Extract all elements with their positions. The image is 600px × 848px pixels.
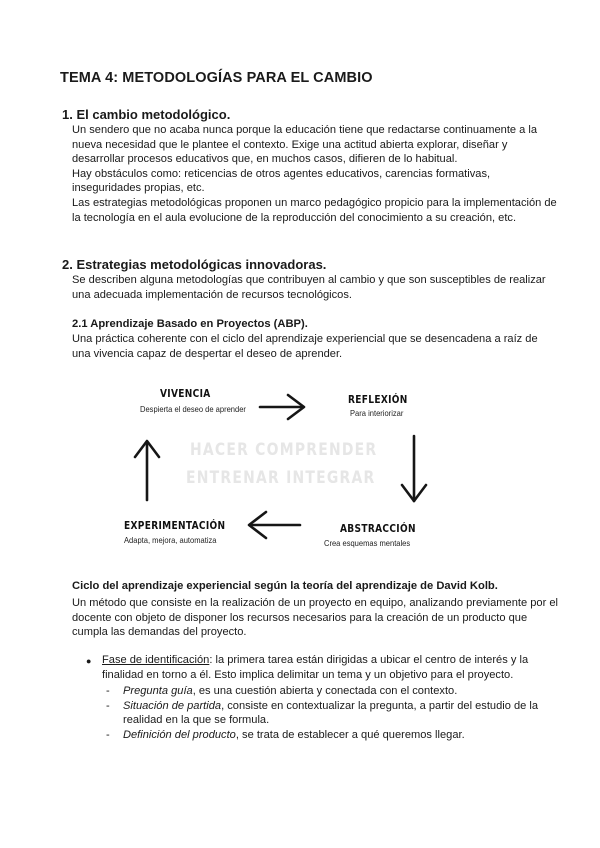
- paragraph-line: cumpla las demandas del proyecto.: [72, 626, 247, 639]
- paragraph-line: inseguridades propias, etc.: [72, 182, 205, 195]
- arrow-left-icon: [249, 512, 300, 538]
- sub-item-term: Definición del producto: [123, 728, 236, 741]
- arrow-down-icon: [402, 436, 426, 501]
- stage-vivencia-subtitle: Despierta el deseo de aprender: [140, 404, 246, 414]
- bullet-marker: ●: [86, 656, 92, 666]
- sub-item-text: realidad en la que se formula.: [123, 714, 270, 727]
- stage-experimentacion-subtitle: Adapta, mejora, automatiza: [124, 535, 217, 545]
- arrow-right-icon: [260, 395, 304, 419]
- sub-list: [106, 684, 538, 742]
- sub-list-item: [106, 713, 538, 728]
- paragraph-line: Una práctica coherente con el ciclo del aprendizaje experiencial que se desencadena a raíz de: [72, 333, 538, 345]
- paragraph-line: desarrollar procesos educativos que, en muchos casos, difieren de lo habitual.: [72, 153, 458, 166]
- dash-marker: -: [106, 699, 110, 712]
- bullet-text: : la primera tarea están dirigidas a ubicar el centro de interés y la: [209, 654, 529, 666]
- section-2-1-heading: 2.1 Aprendizaje Basado en Proyectos (ABP).: [72, 318, 308, 330]
- sub-item-term: Pregunta guía: [123, 685, 193, 697]
- paragraph-line: Las estrategias metodológicas proponen un marco pedagógico propicio para la implementación de: [72, 196, 557, 209]
- sub-item-text: , consiste en contextualizar la pregunta, a partir del estudio de la: [221, 699, 539, 712]
- stage-abstraccion-title: ABSTRACCIÓN: [340, 522, 416, 535]
- diagram-caption: Ciclo del aprendizaje experiencial según la teoría del aprendizaje de David Kolb.: [72, 580, 498, 592]
- arrow-up-icon: [135, 441, 159, 500]
- section-1-heading: 1. El cambio metodológico.: [62, 107, 231, 122]
- bullet-label: Fase de identificación: [102, 654, 210, 666]
- page-title: TEMA 4: METODOLOGÍAS PARA EL CAMBIO: [60, 70, 373, 86]
- sub-item-text: , es una cuestión abierta y conectada con el contexto.: [192, 685, 458, 697]
- stage-abstraccion-subtitle: Crea esquemas mentales: [324, 538, 411, 548]
- paragraph-line: la tecnología en el aula evolucione de la reproducción del conocimiento a su creación, etc.: [72, 211, 517, 224]
- section-2-heading: 2. Estrategias metodológicas innovadoras.: [62, 257, 327, 272]
- paragraph-line: nueva necesidad que le plantee el contexto. Exige una actitud abierta explorar, diseñar y: [72, 138, 508, 151]
- sub-list-item: [106, 684, 538, 699]
- bullet-text-cont: finalidad en torno a él. Esto implica delimitar un tema y un objetivo para el proyecto.: [102, 668, 514, 681]
- dash-marker: -: [106, 728, 110, 741]
- stage-vivencia-title: VIVENCIA: [160, 387, 211, 400]
- sub-list-item: [106, 728, 538, 743]
- sub-item-text: , se trata de establecer a qué queremos llegar.: [235, 728, 465, 741]
- center-verbs-line-1: HACER COMPRENDER: [190, 440, 378, 460]
- paragraph-line: una vivencia capaz de despertar el deseo de aprender.: [72, 347, 343, 360]
- stage-reflexion-title: REFLEXIÓN: [348, 393, 408, 406]
- paragraph-line: Un método que consiste en la realización de un proyecto en equipo, analizando previamente por el: [72, 597, 558, 609]
- paragraph-line: Hay obstáculos como: reticencias de otros agentes educativos, carencias formativas,: [72, 167, 491, 180]
- stage-experimentacion-title: EXPERIMENTACIÓN: [124, 519, 226, 532]
- sub-list-item: [106, 699, 538, 714]
- section-1-body: [72, 123, 557, 225]
- center-verbs-line-2: ENTRENAR INTEGRAR: [186, 468, 376, 488]
- dash-marker: -: [106, 685, 110, 697]
- section-2-body: [72, 273, 546, 302]
- section-2-1-body: [72, 332, 538, 361]
- sub-item-term: Situación de partida: [123, 699, 222, 712]
- paragraph-line: docente con objeto de disponer los recursos necesarios para la creación de un producto que: [72, 611, 528, 624]
- paragraph-line: Un sendero que no acaba nunca porque la educación tiene que redactarse continuamente a la: [72, 124, 538, 136]
- bullet-item-identificacion: [102, 653, 528, 682]
- stage-reflexion-subtitle: Para interiorizar: [350, 408, 404, 418]
- abp-description: [72, 596, 558, 640]
- kolb-cycle-diagram: [110, 374, 440, 560]
- paragraph-line: Se describen alguna metodologías que contribuyen al cambio y que son susceptibles de realizar: [72, 274, 546, 286]
- paragraph-line: una adecuada implementación de recursos tecnológicos.: [72, 288, 352, 301]
